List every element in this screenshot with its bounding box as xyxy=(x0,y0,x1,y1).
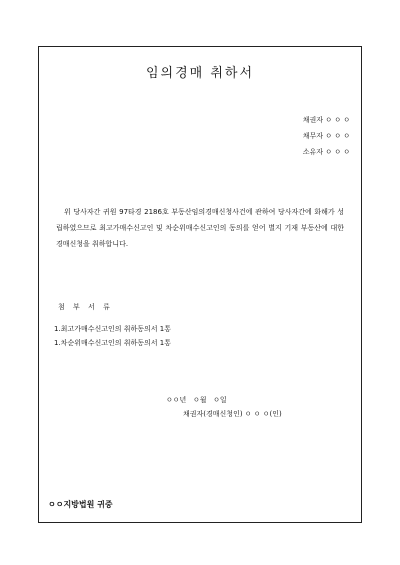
document-title: 임의경매 취하서 xyxy=(145,66,255,81)
attachments-heading: 첨 부 서 류 xyxy=(58,303,110,311)
attachment-item: 1.최고가매수신고인의 취하동의서 1통 xyxy=(54,325,172,333)
court-recipient: ㅇㅇ지방법원 귀중 xyxy=(48,500,113,509)
signer-line: 채권자(경매신청인) ㅇ ㅇ ㅇ(인) xyxy=(183,410,282,418)
debtor-line: 채무자 ㅇ ㅇ ㅇ xyxy=(302,132,350,140)
attachment-item: 1.차순위매수신고인의 취하동의서 1통 xyxy=(54,339,172,347)
body-paragraph: 위 당사자간 귀원 97타경 2186호 부동산임의경매신청사건에 관하여 당사자간에 화해가 성립하였으므로 최고가매수신고인 및 차순위매수신고인의 동의를 얻어 별지 기재 부동산에 대한 경매신청을 취하합니다. xyxy=(56,208,344,248)
creditor-line: 채권자 ㅇ ㅇ ㅇ xyxy=(302,116,350,124)
date-line: ㅇㅇ년 ㅇ월 ㅇ일 xyxy=(166,396,227,404)
owner-line: 소유자 ㅇ ㅇ ㅇ xyxy=(302,148,350,156)
